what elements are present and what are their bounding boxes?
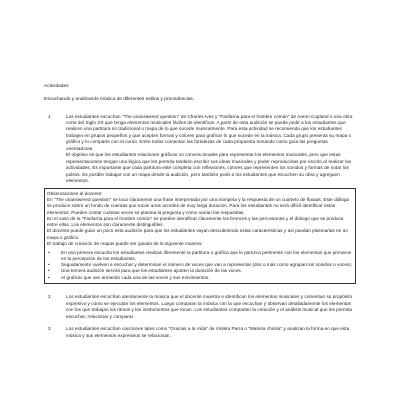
observations-title: Observaciones al docente: — [47, 190, 103, 196]
observation-paragraph: En "The unanswered question" se toca claramente una frase interpretada por una trompeta y la respuesta de un cuarteto de flautas. Este diálogo se produce sobre un fondo de cuerdas que tocan unos acordes de muy larga duración. Para los estudiantes no será difícil identificar estos elementos. Pueden contar cuántas veces se plantea la pregunta y cómo varían las respuestas. — [47, 197, 350, 215]
activities-subheading: Escuchando y analizando música de diferentes estilos y procedencias. — [44, 96, 195, 102]
observation-bullet-text: Una tercera audición servirá para que los estudiantes ajusten la duración de las voces. — [61, 268, 243, 274]
observation-bullet-text: En una primera escucha los estudiantes realizan libremente la partitura o gráfica que le parezca pertinente con los elementos que primaron en la percepción de los estudiantes. — [61, 249, 352, 261]
observation-paragraph: El docente puede guiar un poco esta audición para que los estudiantes vayan descubriendo estas características y así puedan plasmarlas en un mapa o gráfico. — [47, 228, 348, 240]
activity-item — [44, 114, 356, 185]
activity-paragraph: Los estudiantes escuchan canciones tales como "Gracias a la Vida" de Violeta Parra o "Mamita chinita" y analizan la forma en que esta música y sus elementos expresivos se relacionan. — [66, 326, 350, 338]
observation-paragraph: El trabajo de creación de mapas puede ser guiado de la siguiente manera: — [47, 240, 203, 246]
activity-item — [44, 294, 356, 320]
bullet-icon: • — [48, 262, 50, 268]
activity-paragraph: Los estudiantes escuchan "The unanswered question" de Charles Ives y "Fanfarria para el hombre común" de Aaron Copland o una obra corta del Siglo XX que tenga elementos musicales fáciles de identificar. A partir de esta audición se puede pedir a los estudiantes que realicen una partitura no tradicional o mapa de lo que sucede musicalmente. Para esta actividad se recomienda que los estudiantes trabajen en grupos pequeños y que acepten formas y colores para graficar lo que sucede en la música. Cada grupo presenta su mapa o gráfico y lo comparte con el curso. Entre todos comentan las fortalezas de cada propuesta tomando como guía las preguntas orientadoras. — [66, 113, 353, 151]
observations-bullet-list — [47, 250, 353, 281]
activity-paragraph: Los estudiantes escuchan atentamente la música que el docente muestra e identifican los elementos musicales y comentan su propósito expresivo y cómo se ejecutan los elementos. Luego comparan la música con la que escuchan y observan detalladamente los elementos con los que trabajan los ritmos y los instrumentos que tocan. Los estudiantes comparten la creación y el análisis musical que les permita escuchar, relacionar y comparar. — [66, 294, 353, 319]
teacher-observations-box — [44, 188, 356, 284]
observation-bullet — [47, 275, 353, 281]
activity-number: 1 — [48, 113, 51, 119]
activity-number: 2 — [48, 294, 51, 300]
activity-item — [44, 326, 356, 339]
observation-paragraph: En el caso de la "Fanfarria para el hombre común" se pueden identificar claramente los bronces y las percusiones y el diálogo que se produce entre ellos. Los elementos son claramente distinguibles. — [47, 215, 344, 228]
bullet-icon: • — [48, 249, 50, 255]
activities-heading: Actividades — [44, 84, 69, 89]
observation-bullet-text: Seguidamente vuelven a escuchar y determinan el número de voces que van a representar (dos o más como agrupan los sonidos o voces). — [61, 262, 353, 268]
bullet-icon: • — [48, 274, 50, 280]
activity-number: 3 — [48, 326, 51, 332]
observation-bullet — [47, 250, 353, 263]
observation-bullet-text: Al graficar que van armando cada una de las voces y sus movimientos. — [61, 274, 210, 280]
bullet-icon: • — [48, 268, 50, 274]
activity-paragraph: El objetivo es que los estudiantes relacionen gráficas no convencionales para representar los elementos musicales, pero que estas representaciones tengan una lógica que les permita también escribir sus ideas musicales y poder reproducirlas por escrito al realizar las actividades. Es importante que cada partitura esté completa con reflexiones, colores que representen los sonidos y formas de notar los pulsos. Es posible trabajar con un mapa desde la audición, pero también pedir a los estudiantes que escuchen su obra y agreguen elementos. — [66, 152, 352, 184]
